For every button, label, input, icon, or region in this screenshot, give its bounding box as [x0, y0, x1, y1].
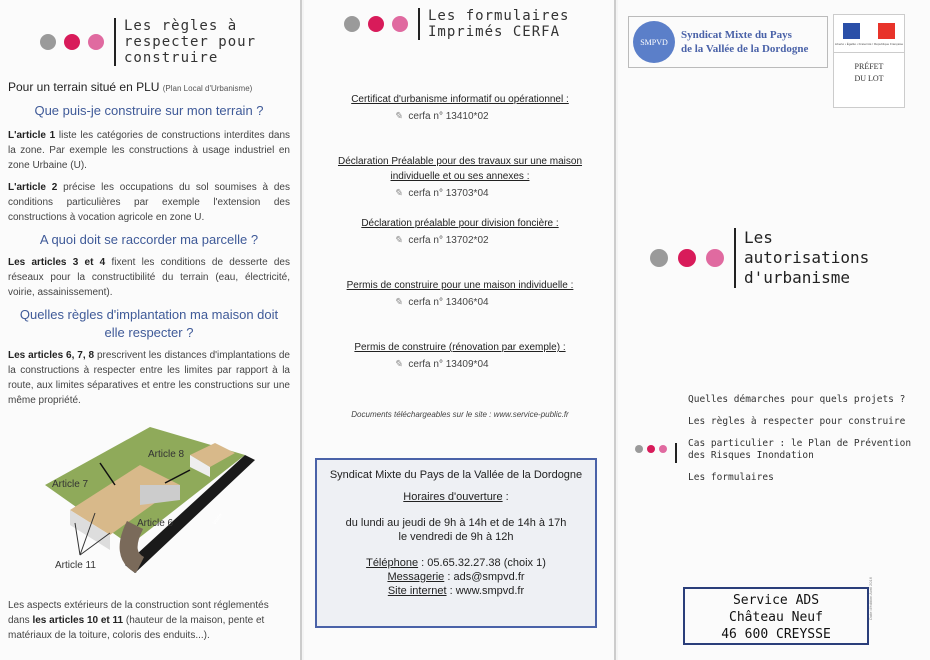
contact-org: Syndicat Mixte du Pays de la Vallée de la Dordogne — [329, 469, 583, 481]
toc-item: Quelles démarches pour quels projets ? — [688, 394, 906, 405]
cerfa-number[interactable]: cerfa n° 13410*02 — [408, 111, 489, 122]
cerfa-number[interactable]: cerfa n° 13406*04 — [408, 297, 489, 308]
article-ref: L'article 1 — [8, 130, 56, 141]
panel-cover — [618, 0, 930, 660]
dots-icon — [344, 16, 408, 32]
heading-line: Imprimés CERFA — [428, 24, 561, 40]
article-text: liste les catégories de constructions interdites dans la zone. Par exemple les constructions à usage industriel en zone Urbaine (U). — [8, 130, 290, 171]
toc-item: Les formulaires — [688, 472, 774, 483]
french-flag-icon — [843, 23, 895, 39]
form-item — [314, 154, 606, 216]
phone-label: Téléphone — [366, 557, 419, 569]
prefet-logo — [833, 14, 905, 108]
article-text: fixent les conditions de desserte des réseaux pour la constructibilité du terrain (eau, électricité, voirie, assainissement). — [8, 257, 290, 298]
heading-line: respecter pour — [124, 34, 257, 50]
heading-line: Les formulaires — [428, 8, 570, 24]
form-title: Certificat d'urbanisme informatif ou opérationnel : — [351, 94, 569, 105]
cerfa-number[interactable]: cerfa n° 13703*04 — [408, 188, 489, 199]
title-line: autorisations — [744, 248, 870, 267]
smpvd-logo — [628, 16, 828, 68]
dots-icon — [40, 34, 104, 50]
hours-line: le vendredi de 9h à 12h — [398, 531, 514, 543]
edition-date: Date d'édition Avril 2016 — [868, 577, 873, 620]
form-title: Déclaration préalable pour division foncière : — [361, 218, 559, 229]
form-item — [314, 340, 606, 402]
prefet-text: DU LOT — [854, 74, 884, 83]
download-note: Documents téléchargeables sur le site : www.service-public.fr — [351, 410, 569, 419]
website-value[interactable]: : www.smpvd.fr — [446, 585, 525, 597]
label-road: Voirie — [211, 512, 224, 527]
forms-heading — [344, 8, 569, 40]
panel-forms — [304, 0, 616, 660]
cerfa-number[interactable]: cerfa n° 13702*02 — [408, 235, 489, 246]
form-title: Permis de construire pour une maison individuelle : — [346, 280, 574, 291]
address-line: Château Neuf — [729, 610, 823, 625]
toc-item: Cas particulier : le Plan de Prévention des Risques Inondation — [688, 438, 912, 461]
contact-box: Syndicat Mixte du Pays de la Vallée de la Dordogne Horaires d'ouverture : du lundi au jeudi de 9h à 14h et de 14h à 17h le vendredi de 9h à 12h Téléphone : 05.65.32.27.38 (choix 1) Messagerie : ads@smpvd.fr Site internet : www.smpvd.fr — [315, 458, 597, 628]
cover-title — [650, 228, 869, 288]
article-ref: les articles 10 et 11 — [32, 615, 124, 626]
address-box — [683, 587, 869, 645]
address-line: Service ADS — [732, 593, 820, 608]
question-3: Quelles règles d'implantation ma maison doit elle respecter ? — [19, 307, 279, 340]
marianne-text: Liberté • Égalité • Fraternité / République Française — [834, 42, 904, 46]
pen-icon: ✎ — [394, 188, 403, 199]
pen-icon: ✎ — [394, 359, 403, 370]
form-item — [314, 278, 606, 340]
phone-value[interactable]: : 05.65.32.27.38 (choix 1) — [418, 557, 546, 569]
pen-icon: ✎ — [394, 235, 403, 246]
article-text: (hauteur de la maison, pente et matériaux de la toiture, coloris des enduits...). — [8, 615, 265, 641]
label-article-7: Article 7 — [52, 479, 89, 490]
question-2: A quoi doit se raccorder ma parcelle ? — [39, 232, 259, 247]
cerfa-number[interactable]: cerfa n° 13409*04 — [408, 359, 489, 370]
article-text: précise les occupations du sol soumises à des conditions particulières par exemple l'extension des constructions à vocation agricole en zone U. — [8, 182, 290, 223]
house-diagram — [40, 425, 260, 575]
heading-line: construire — [124, 50, 219, 66]
rules-heading — [40, 18, 256, 66]
form-item — [314, 216, 606, 278]
article-ref: Les articles 3 et 4 — [8, 257, 106, 268]
pen-icon: ✎ — [394, 297, 403, 308]
email-label: Messagerie — [387, 571, 445, 583]
article-ref: Les articles 6, 7, 8 — [8, 350, 95, 361]
plu-note: (Plan Local d'Urbanisme) — [162, 84, 253, 93]
smpvd-emblem-icon: SMPVD — [633, 21, 675, 63]
label-article-11: Article 11 — [55, 560, 96, 571]
plu-title: Pour un terrain situé en PLU — [8, 80, 160, 94]
article-ref: L'article 2 — [8, 182, 58, 193]
prefet-text: PRÉFET — [854, 62, 884, 71]
question-1: Que puis-je construire sur mon terrain ? — [34, 103, 264, 118]
org-name: de la Vallée de la Dordogne — [681, 43, 809, 55]
title-line: d'urbanisme — [744, 268, 850, 287]
form-item — [314, 92, 606, 154]
form-title: Permis de construire (rénovation par exemple) : — [354, 342, 566, 353]
website-label: Site internet — [387, 585, 447, 597]
dots-icon — [635, 445, 667, 453]
dots-icon — [650, 249, 724, 267]
email-value[interactable]: : ads@smpvd.fr — [444, 571, 525, 583]
address-line: 46 600 CREYSSE — [721, 627, 831, 642]
panel-rules — [0, 0, 302, 660]
form-title: Déclaration Préalable pour des travaux sur une maison individuelle et ou ses annexes : — [337, 156, 583, 182]
pen-icon: ✎ — [394, 111, 403, 122]
article-text: prescrivent les distances d'implantations de la constructions à respecter entre les limites par rapport à la route, aux limites séparatives et entre les constructions sur une même propriété. — [8, 350, 290, 406]
table-of-contents — [688, 394, 918, 484]
article-text: Les aspects extérieurs de la construction sont réglementés dans — [8, 600, 269, 626]
hours-label: Horaires d'ouverture — [403, 491, 503, 503]
label-article-8: Article 8 — [148, 449, 185, 460]
heading-line: Les règles à — [124, 18, 238, 34]
label-article-6: Article 6 — [137, 518, 174, 529]
title-line: Les — [744, 228, 773, 247]
hours-line: du lundi au jeudi de 9h à 14h et de 14h à 17h — [345, 517, 567, 529]
toc-item: Les règles à respecter pour construire — [688, 416, 906, 427]
org-name: Syndicat Mixte du Pays — [681, 29, 792, 41]
